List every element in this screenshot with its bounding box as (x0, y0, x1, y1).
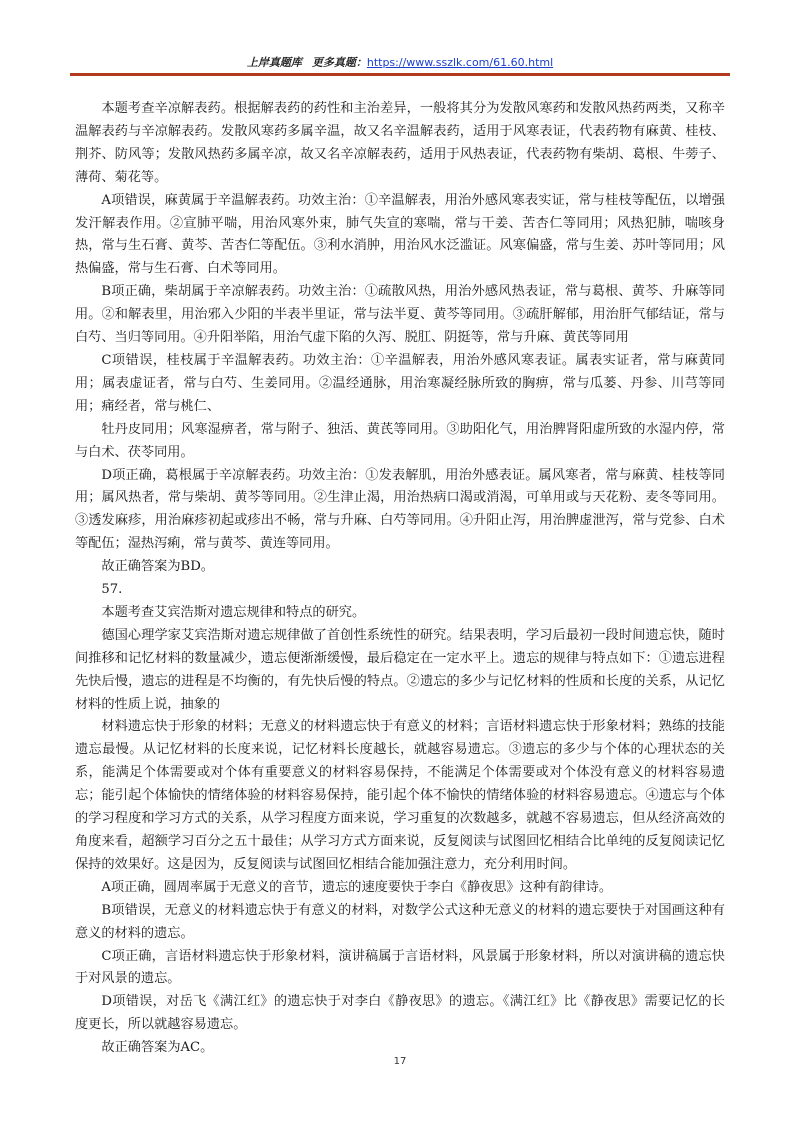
paragraph-ebbinghaus: 德国心理学家艾宾浩斯对遗忘规律做了首创性系统性的研究。结果表明，学习后最初一段时间遗忘快，随时间推移和记忆材料的数量减少，遗忘便渐渐缓慢，最后稳定在一定水平上。遗忘的规律与特点如下：①遗忘进程先快后慢，遗忘的进程是不均衡的，有先快后慢的特点。②遗忘的多少与记忆材料的性质和长度的关系，从记忆材料的性质上说，抽象的 (75, 627, 725, 712)
paragraph-answer-56: 故正确答案为BD。 (101, 559, 214, 575)
paragraph-option-a: A项错误，麻黄属于辛温解表药。功效主治：①辛温解表，用治外感风寒表实证，常与桂枝等配伍，以增强发汗解表作用。②宣肺平喘，用治风寒外束，肺气失宣的寒喘，常与干姜、苦杏仁等同用；风热犯肺，喘咳身热，常与生石膏、黄芩、苦杏仁等配伍。③利水消肿，用治风水泛滥证。风寒偏盛，常与生姜、苏叶等同用；风热偏盛，常与生石膏、白术等同用。 (75, 192, 725, 277)
header-label: 更多真题： (311, 56, 367, 69)
paragraph-topic-57: 本题考查艾宾浩斯对遗忘规律和特点的研究。 (101, 604, 366, 620)
paragraph-ebbinghaus-cont: 材料遗忘快于形象的材料；无意义的材料遗忘快于有意义的材料；言语材料遗忘快于形象材料；熟练的技能遗忘最慢。从记忆材料的长度来说，记忆材料长度越长，就越容易遗忘。③遗忘的多少与个体的心理状态的关系，能满足个体需要或对个体有重要意义的材料容易保持，不能满足个体需要或对个体没有意义的材料容易遗忘；能引起个体愉快的情绪体验的材料容易保持，能引起个体不愉快的情绪体验的材料容易遗忘。④遗忘与个体的学习程度和学习方式的关系，从学习程度方面来说，学习重复的次数越多，就越不容易遗忘，但从经济高效的角度来看，超额学习百分之五十最佳；从学习方式方面来说，反复阅读与试图回忆相结合比单纯的反复阅读记忆保持的效果好。这是因为，反复阅读与试图回忆相结合能加强注意力，充分利用时间。 (75, 719, 725, 872)
paragraph-intro: 本题考查辛凉解表药。根据解表药的药性和主治差异，一般将其分为发散风寒药和发散风热药两类，又称辛温解表药与辛凉解表药。发散风寒药多属辛温，故又名辛温解表药，适用于风寒表证，代表药物有麻黄、桂枝、荆芥、防风等；发散风热药多属辛凉，故又名辛凉解表药，适用于风热表证，代表药物有柴胡、葛根、牛蒡子、薄荷、菊花等。 (75, 101, 725, 185)
page-number: 17 (393, 1056, 407, 1067)
header-rule (70, 73, 730, 76)
paragraph-57-option-c: C项正确，言语材料遗忘快于形象材料，演讲稿属于言语材料，风景属于形象材料，所以对演讲稿的遗忘快于对风景的遗忘。 (75, 948, 725, 987)
paragraph-option-c: C项错误，桂枝属于辛温解表药。功效主治：①辛温解表，用治外感风寒表证。属表实证者，常与麻黄同用；属表虚证者，常与白芍、生姜同用。②温经通脉，用治寒凝经脉所致的胸痹，常与瓜蒌、丹参、川芎等同用；痛经者，常与桃仁、 (75, 352, 725, 414)
document-body (75, 98, 725, 1060)
paragraph-57-option-b: B项错误，无意义的材料遗忘快于有意义的材料，对数学公式这种无意义的材料的遗忘要快于对国画这种有意义的材料的遗忘。 (75, 902, 725, 941)
page-header (70, 56, 730, 70)
header-brand: 上岸真题库 (246, 56, 302, 69)
paragraph-57-option-d: D项错误，对岳飞《满江红》的遗忘快于对李白《静夜思》的遗忘。《满江红》比《静夜思》需要记忆的长度更长，所以就越容易遗忘。 (75, 994, 725, 1033)
paragraph-option-c-cont: 牡丹皮同用；风寒湿痹者，常与附子、独活、黄芪等同用。③助阳化气，用治脾肾阳虚所致的水湿内停，常与白术、茯苓同用。 (75, 421, 725, 460)
paragraph-question-number: 57. (101, 582, 123, 598)
paragraph-answer-57: 故正确答案为AC。 (101, 1040, 214, 1056)
paragraph-option-d: D项正确，葛根属于辛凉解表药。功效主治：①发表解肌，用治外感表证。属风寒者，常与麻黄、桂枝等同用；属风热者，常与柴胡、黄芩等同用。②生津止渴，用治热病口渴或消渴，可单用或与天花粉、麦冬等同用。③透发麻疹，用治麻疹初起或疹出不畅，常与升麻、白芍等同用。④升阳止泻，用治脾虚泄泻，常与党参、白术等配伍；湿热泻痢，常与黄芩、黄连等同用。 (75, 467, 725, 552)
paragraph-57-option-a: A项正确，圆周率属于无意义的音节，遗忘的速度要快于李白《静夜思》这种有韵律诗。 (101, 879, 613, 895)
paragraph-option-b: B项正确，柴胡属于辛凉解表药。功效主治：①疏散风热，用治外感风热表证，常与葛根、黄芩、升麻等同用。②和解表里，用治邪入少阳的半表半里证，常与法半夏、黄芩等同用。③疏肝解郁，用治肝气郁结证，常与白芍、当归等同用。④升阳举陷，用治气虚下陷的久泻、脱肛、阴挺等，常与升麻、黄芪等同用 (75, 284, 725, 346)
header-url-link[interactable]: https://www.sszlk.com/61.60.html (366, 56, 554, 69)
